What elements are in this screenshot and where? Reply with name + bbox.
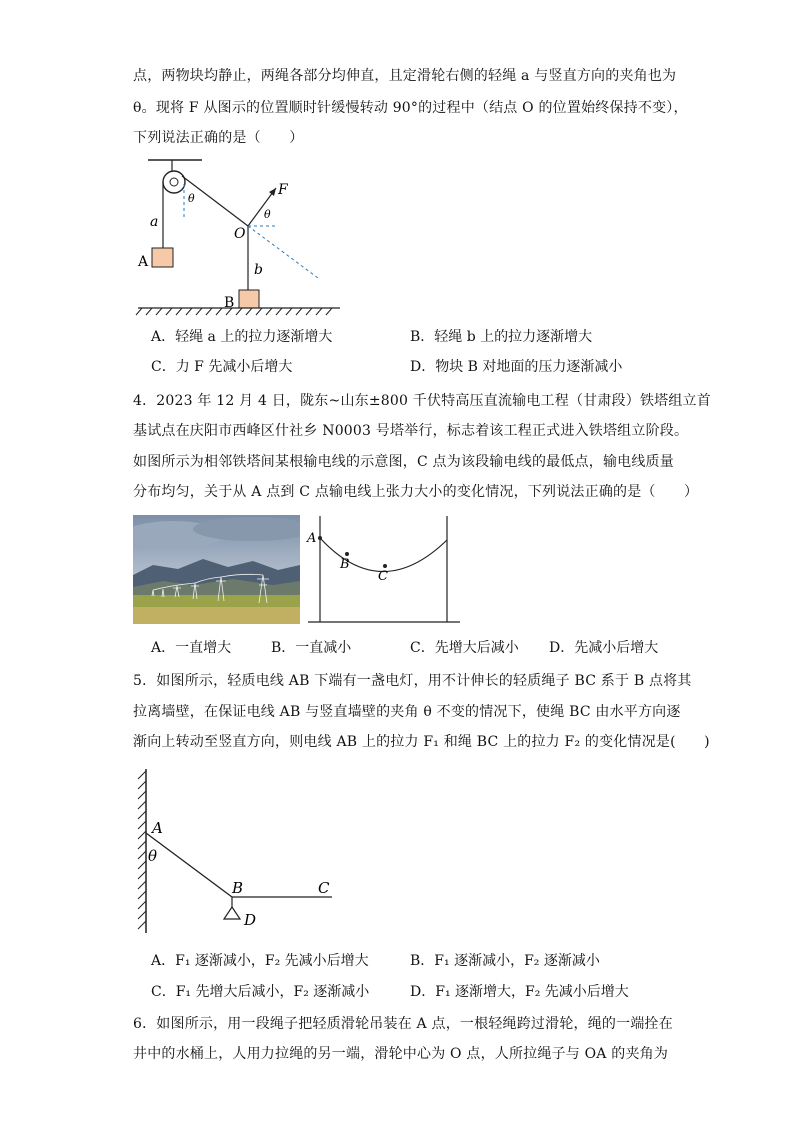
label-B: B [224,295,235,311]
label-D: D [244,911,257,929]
lamp-icon [224,907,240,919]
label-B: B [232,879,244,897]
q5-option-a: A．F₁ 逐渐减小，F₂ 先减小后增大 [151,953,369,969]
q4-line-1: 4．2023 年 12 月 4 日，陇东~山东±800 千伏特高压直流输电工程（甘肃段）铁塔组立首 [133,393,711,409]
label-theta-2: θ [264,208,271,221]
block-A [152,248,173,267]
q5-option-d: D．F₁ 逐渐增大，F₂ 先减小后增大 [410,984,629,1000]
label-O: O [234,226,246,242]
label-C: C [378,569,388,584]
label-A: A [138,254,149,270]
q3-option-a: A．轻绳 a 上的拉力逐渐增大 [151,329,333,345]
wire-AB [146,833,232,897]
q3-line-2: θ。现将 F 从图示的位置顺时针缓慢转动 90°的过程中（结点 O 的位置始终保持不变）， [133,100,688,116]
q4-line-4: 分布均匀，关于从 A 点到 C 点输电线上张力大小的变化情况，下列说法正确的是（ ） [133,484,699,500]
q6-line-1: 6．如图所示，用一段绳子把轻质滑轮吊装在 A 点，一根轻绳跨过滑轮，绳的一端拴在 [133,1016,673,1032]
q5-line-2: 拉离墙壁，在保证电线 AB 与竖直墙壁的夹角 θ 不变的情况下，使绳 BC 由水平方向逐 [133,704,681,720]
q5-option-b: B．F₁ 逐渐减小，F₂ 逐渐减小 [410,953,600,969]
point-C [383,564,387,568]
q5-line-1: 5．如图所示，轻质电线 AB 下端有一盏电灯，用不计伸长的轻质绳子 BC 系于 B 点将其 [133,673,692,689]
q4-option-d: D．先减小后增大 [549,640,659,656]
q3-option-d: D．物块 B 对地面的压力逐渐减小 [410,359,623,375]
q4-cable-diagram [306,514,462,626]
q3-line-3: 下列说法正确的是（ ） [133,130,304,146]
label-C: C [318,879,330,897]
q6-line-2: 井中的水桶上，人用力拉绳的另一端，滑轮中心为 O 点，人所拉绳子与 OA 的夹角为 [133,1046,669,1062]
label-theta-1: θ [188,192,195,205]
q3-line-1: 点，两物块均静止，两绳各部分均伸直，且定滑轮右侧的轻绳 a 与竖直方向的夹角也为 [133,68,677,84]
transmission-tower-photo [133,515,300,624]
label-b: b [254,262,263,278]
q3-option-c: C．力 F 先减小后增大 [151,359,293,375]
q5-line-3: 渐向上转动至竖直方向，则电线 AB 上的拉力 F₁ 和绳 BC 上的拉力 F₂ 的变化情况是( ) [133,734,710,750]
q4-option-b: B．一直减小 [271,640,352,656]
label-A: A [307,531,317,546]
q3-pulley-diagram [130,150,360,318]
label-F: F [278,182,288,198]
label-A: A [152,819,163,837]
q4-line-3: 如图所示为相邻铁塔间某根输电线的示意图，C 点为该段输电线的最低点，输电线质量 [133,454,674,470]
label-theta: θ [148,847,158,865]
q5-option-c: C．F₁ 先增大后减小，F₂ 逐渐减小 [151,984,370,1000]
block-B [239,290,259,308]
point-B [345,552,349,556]
q4-option-a: A．一直增大 [151,640,232,656]
point-A [318,536,322,540]
q4-line-2: 基试点在庆阳市西峰区什社乡 N0003 号塔举行，标志着该工程正式进入铁塔组立阶段。 [133,423,689,439]
q4-option-c: C．先增大后减小 [410,640,519,656]
q5-lamp-diagram [128,765,344,935]
q3-option-b: B．轻绳 b 上的拉力逐渐增大 [410,329,593,345]
label-a: a [150,214,159,230]
label-B: B [340,557,350,572]
